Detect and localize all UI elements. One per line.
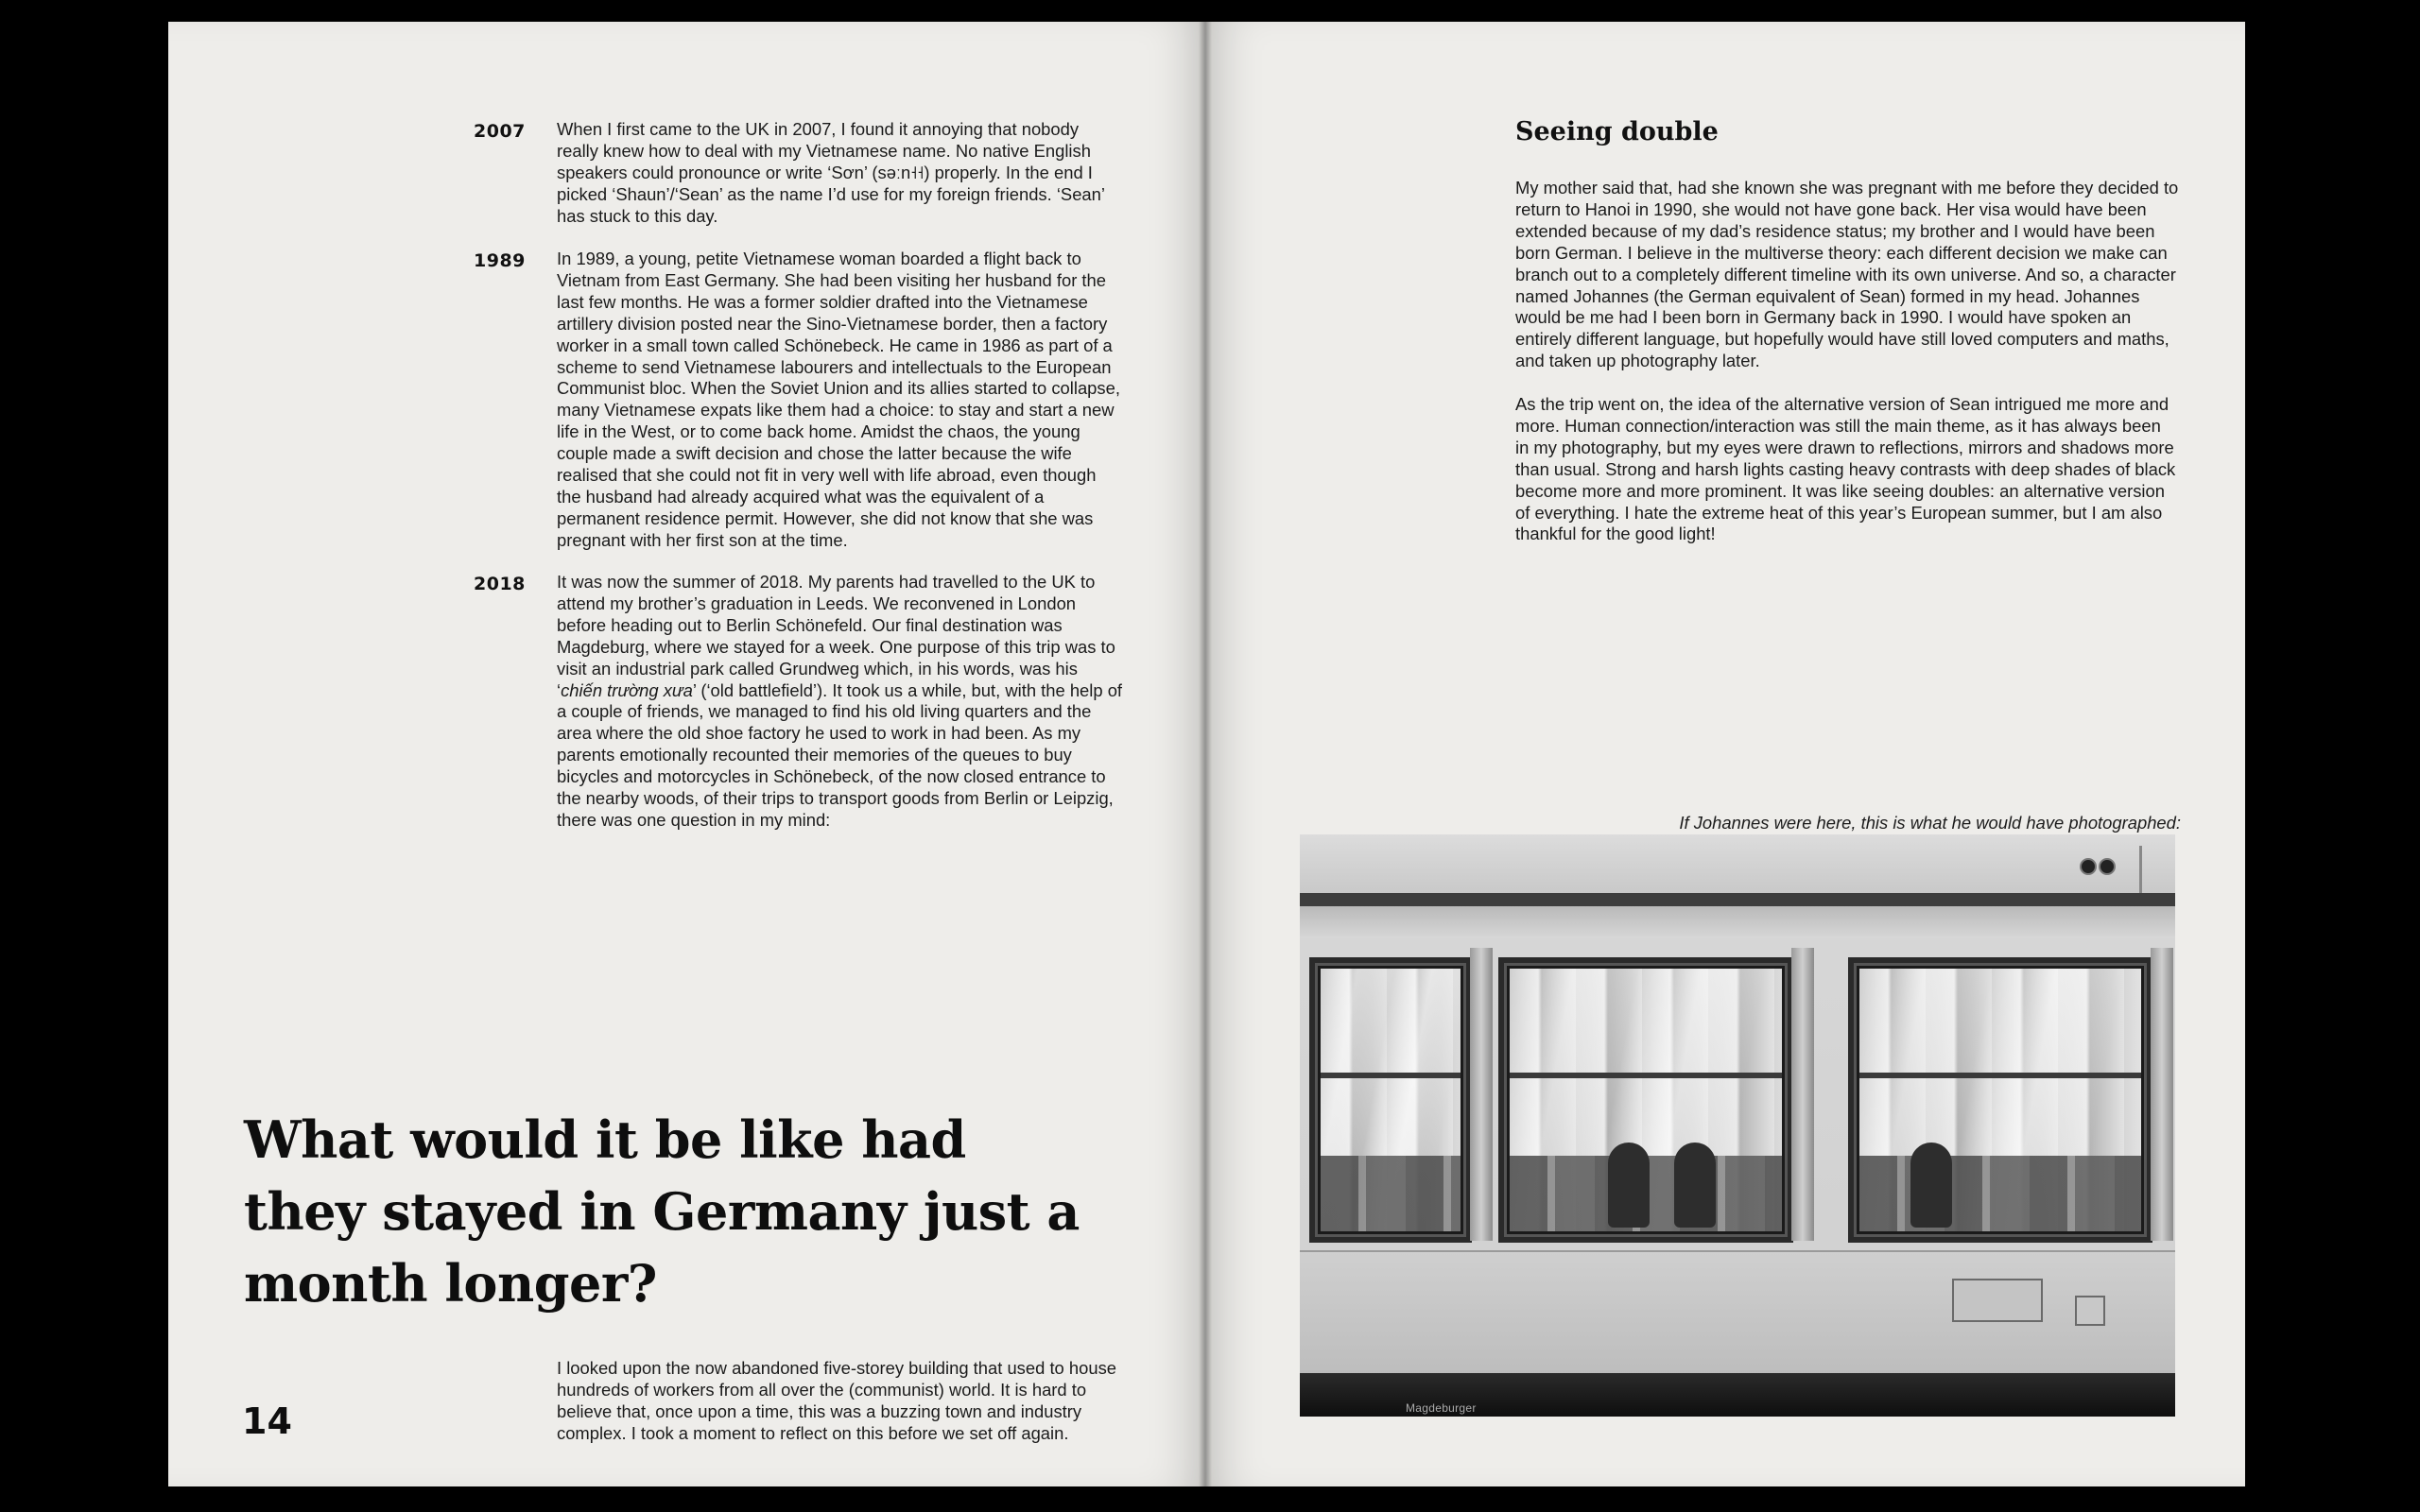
tram-panel-small bbox=[2075, 1296, 2105, 1326]
entry-text bbox=[557, 572, 1124, 832]
tram-lettering: Magdeburger bbox=[1406, 1401, 1477, 1415]
right-page bbox=[1205, 22, 2245, 1486]
book-gutter bbox=[1199, 22, 1212, 1486]
tram-roofline bbox=[1300, 893, 2175, 906]
tram-pillar bbox=[1791, 948, 1814, 1241]
tram-window bbox=[1309, 957, 1472, 1243]
tram-lower-body bbox=[1300, 1250, 2175, 1375]
entry-text: In 1989, a young, petite Vietnamese woman boarded a flight back to Vietnam from East Germany. She had been visiting her husband for the last few months. He was a former soldier drafted into the Vietnamese artillery division posted near the Sino-Vietnamese border, then a factory worker in a small town called Schönebeck. He came in 1986 as part of a scheme to send Vietnamese labourers and intellectuals to the European Communist bloc. When the Soviet Union and its allies started to collapse, many Vietnamese expats like them had a choice: to stay and start a new life in the West, or to come back home. Amidst the chaos, the young couple made a swift decision and chose the latter because the wife realised that she could not fit in very well with life abroad, even though the husband had already acquired what was the equivalent of a permanent residence permit. However, she did not know that she was pregnant with her first son at the time. bbox=[557, 249, 1120, 550]
passenger-silhouette bbox=[1608, 1143, 1650, 1228]
window-rail bbox=[1321, 1073, 1461, 1078]
window-rail bbox=[1859, 1073, 2141, 1078]
tram-pillar bbox=[2151, 948, 2173, 1241]
tram-window bbox=[1848, 957, 2152, 1243]
tram-band bbox=[1300, 906, 2175, 938]
passenger-silhouette bbox=[1910, 1143, 1952, 1228]
tram-window bbox=[1498, 957, 1793, 1243]
tram-seats bbox=[1859, 1156, 2141, 1231]
tram-light bbox=[2099, 858, 2116, 875]
tram-antenna bbox=[2139, 846, 2142, 898]
tram-seats bbox=[1321, 1156, 1461, 1231]
tram-photo bbox=[1300, 834, 2175, 1417]
tram-roof bbox=[1300, 834, 2175, 893]
page-number: 14 bbox=[242, 1400, 292, 1442]
body-paragraph: My mother said that, had she known she was pregnant with me before they decided to return to Hanoi in 1990, she would not have gone back. Her visa would have been extended because of my dad’s residence status; my brother and I would have been born German. I believe in the multiverse theory: each different decision we make can branch out to a completely different timeline with its own universe. And so, a character named Johannes (the German equivalent of Sean) formed in my head. Johannes would be me had I been born in Germany back in 1990. I would have spoken an entirely different language, but hopefully would have still loved computers and maths, and taken up photography later. bbox=[1515, 178, 2179, 371]
entry-text-italic: chiến trường xưa bbox=[561, 679, 693, 700]
left-page bbox=[168, 22, 1205, 1486]
tram-pillar bbox=[1470, 948, 1493, 1241]
tram-panel bbox=[1952, 1279, 2043, 1322]
pull-quote-headline: What would it be like had they stayed in Germany just a month longer? bbox=[244, 1109, 1080, 1314]
entry-year: 1989 bbox=[474, 250, 526, 271]
section-title: Seeing double bbox=[1515, 117, 1719, 146]
entry-text-part: It was now the summer of 2018. My parents had travelled to the UK to attend my brother’s graduation in Leeds. We reconvened in London before heading out to Berlin Schönefeld. Our final destination was Magdeburg, where we stayed for a week. One purpose of this trip was to visit an industrial park called Grundweg which, in his words, was his ‘ bbox=[557, 572, 1115, 700]
tram-light bbox=[2080, 858, 2097, 875]
body-paragraph: As the trip went on, the idea of the alternative version of Sean intrigued me more and more. Human connection/interaction was still the main theme, as it has always been in my photography, but my eyes were drawn to reflections, mirrors and shadows more than usual. Strong and harsh lights casting heavy contrasts with deep shades of black become more and more prominent. It was like seeing doubles: an alternative version of everything. I hate the extreme heat of this year’s European summer, but I am also thankful for the good light! bbox=[1515, 394, 2176, 544]
passenger-silhouette bbox=[1674, 1143, 1716, 1228]
entry-text-part: ’ (‘old battlefield’). It took us a while, but, with the help of a couple of friends, we managed to find his old living quarters and the area where the old shoe factory he used to work in had been. As my parents emotionally recounted their memories of the queues to buy bicycles and motorcycles in Schönebeck, of the now closed entrance to the nearby woods, of their trips to transport goods from Berlin or Leipzig, there was one question in my mind: bbox=[557, 679, 1123, 830]
entry-year: 2007 bbox=[474, 121, 526, 142]
entry-text: When I first came to the UK in 2007, I found it annoying that nobody really knew how to deal with my Vietnamese name. No native English speakers could pronounce or write ‘Sơn’ (səːn˧˧) properly. In the end I picked ‘Shaun’/‘Sean’ as the name I’d use for my foreign friends. ‘Sean’ has stuck to this day. bbox=[557, 119, 1105, 226]
entry-year: 2018 bbox=[474, 574, 526, 594]
window-rail bbox=[1510, 1073, 1782, 1078]
closing-paragraph: I looked upon the now abandoned five-storey building that used to house hundreds of workers from all over the (communist) world. It is hard to believe that, once upon a time, this was a buzzing town and industry complex. I took a moment to reflect on this before we set off again. bbox=[557, 1358, 1116, 1443]
photo-caption: If Johannes were here, this is what he would have photographed: bbox=[1679, 813, 2181, 833]
